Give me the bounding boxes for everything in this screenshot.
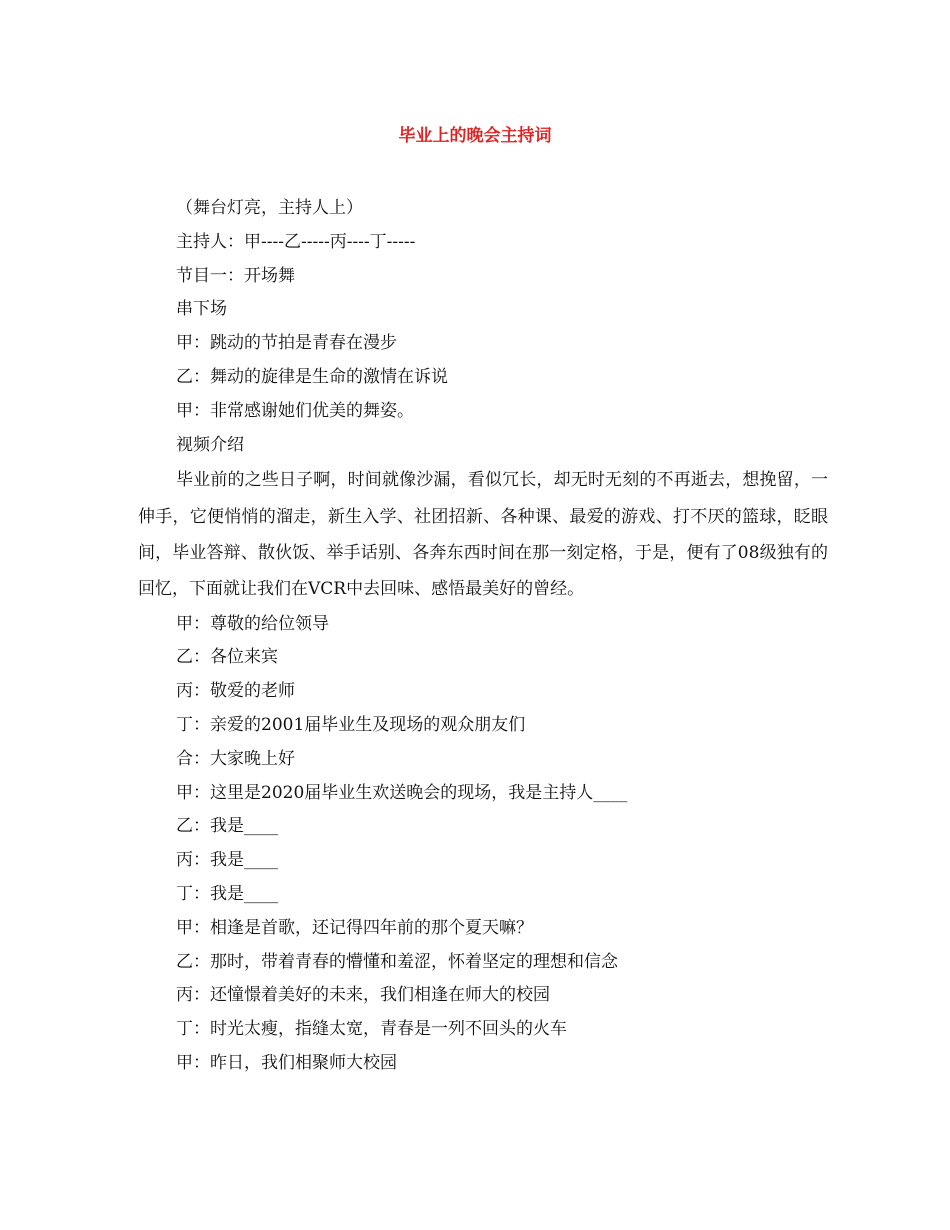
text-line: 乙：各位来宾 [176,647,278,668]
text-line: 主持人：甲----乙-----丙----丁----- [176,231,416,252]
text-line: 丁：亲爱的2001届毕业生及现场的观众朋友们 [176,714,526,735]
text-line: 甲：这里是2020届毕业生欢送晚会的现场，我是主持人____ [176,782,628,803]
text-line: 甲：尊敬的给位领导 [176,613,329,634]
text-line: 乙：我是____ [176,816,278,837]
text-line: 甲：非常感谢她们优美的舞姿。 [176,400,414,421]
text-line: 视频介绍 [176,434,244,455]
text-line: 甲：跳动的节拍是青春在漫步 [176,333,397,354]
text-line: （舞台灯亮，主持人上） [176,198,363,218]
text-line: 丙：我是____ [176,850,278,871]
text-line: 乙：舞动的旋律是生命的激情在诉说 [176,366,448,387]
text-line: 丁：我是____ [176,883,278,904]
video-intro-paragraph: 毕业前的之些日子啊，时间就像沙漏，看似冗长，却无时无刻的不再逝去，想挽留，一伸手，它便悄悄的溜走，新生入学、社团招新、各种课、最爱的游戏、打不厌的篮球，眨眼间，毕业答辩、散伙饭、举手话别、各奔东西时间在那一刻定格，于是，便有了08级独有的回忆，下面就让我们在VCR中去回味、感悟最美好的曾经。 [138,470,828,600]
text-line: 串下场 [176,299,227,320]
text-line: 甲：相逢是首歌，还记得四年前的那个夏天嘛？ [176,917,533,938]
text-line: 甲：昨日，我们相聚师大校园 [176,1052,397,1073]
text-line: 合：大家晚上好 [176,748,295,769]
document-body [138,192,828,1081]
text-line: 丙：还憧憬着美好的未来，我们相逢在师大的校园 [176,985,550,1006]
text-line: 丙：敬爱的老师 [176,681,295,702]
text-line: 节目一：开场舞 [176,265,295,286]
text-line: 丁：时光太瘦，指缝太宽，青春是一列不回头的火车 [176,1019,567,1040]
text-line: 乙：那时，带着青春的懵懂和羞涩，怀着坚定的理想和信念 [176,951,618,972]
document-title: 毕业上的晚会主持词 [398,126,552,146]
